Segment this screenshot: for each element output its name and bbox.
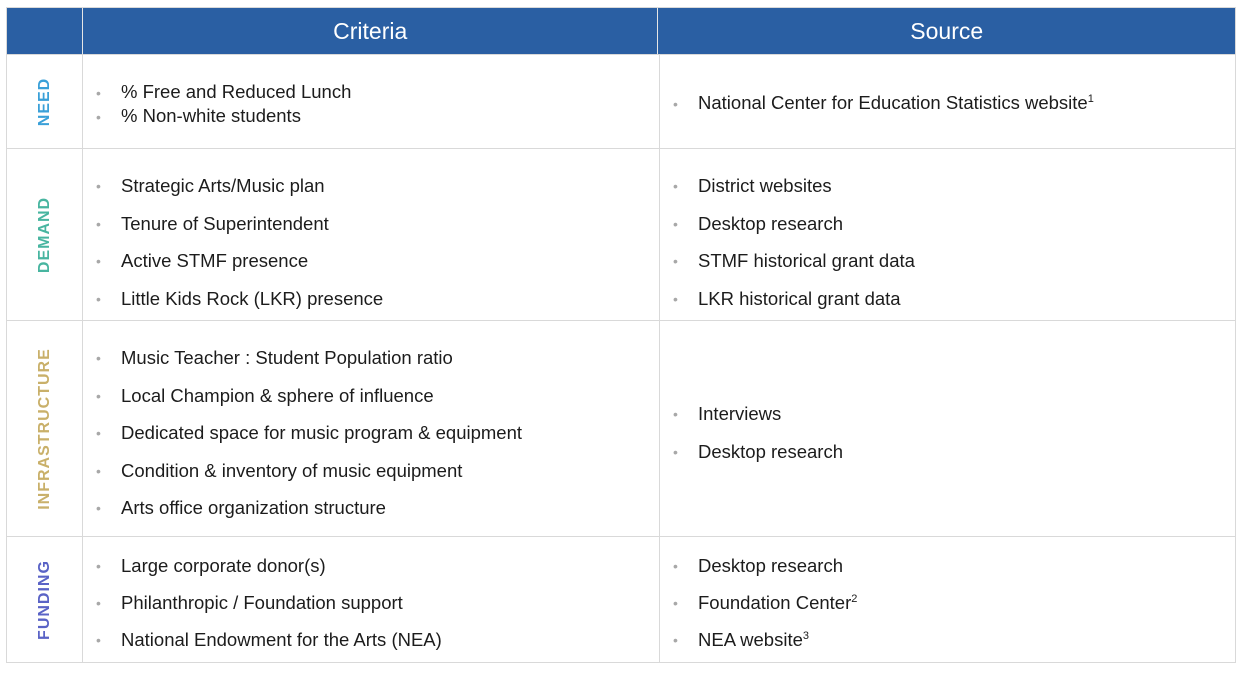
category-label-demand: DEMAND (35, 196, 53, 273)
criteria-item: • Active STMF presence (83, 242, 383, 280)
source-item: • Desktop research (660, 433, 843, 471)
criteria-item: • Large corporate donor(s) (83, 547, 442, 584)
criteria-item: • Music Teacher : Student Population ratio (83, 339, 522, 377)
criteria-item: • % Non-white students (83, 104, 351, 128)
criteria-item: • Local Champion & sphere of influence (83, 377, 522, 415)
source-text: NEA website (698, 629, 803, 650)
criteria-item: • Dedicated space for music program & equipment (83, 414, 522, 452)
criteria-item: • Philanthropic / Foundation support (83, 584, 442, 621)
criteria-source-table (6, 7, 1236, 663)
header-source: Source (910, 17, 984, 44)
source-item (660, 584, 857, 621)
category-cell (7, 149, 83, 320)
source-item (660, 91, 1094, 115)
footnote-marker: 2 (851, 593, 858, 605)
criteria-cell (83, 537, 660, 662)
source-text: National Center for Education Statistics website (698, 92, 1088, 113)
source-item: • Interviews (660, 395, 843, 433)
criteria-item: • % Free and Reduced Lunch (83, 80, 351, 104)
source-cell (660, 537, 1237, 662)
row-infrastructure (7, 320, 1235, 536)
category-label-need: NEED (35, 77, 53, 126)
header-criteria: Criteria (83, 8, 659, 54)
source-item: • Desktop research (660, 547, 857, 584)
row-funding (7, 536, 1235, 662)
source-item: • LKR historical grant data (660, 280, 915, 318)
source-cell (660, 149, 1237, 320)
criteria-item: • National Endowment for the Arts (NEA) (83, 621, 442, 658)
source-text: Foundation Center (698, 592, 852, 613)
criteria-item: • Little Kids Rock (LKR) presence (83, 280, 383, 318)
criteria-item: • Arts office organization structure (83, 489, 522, 527)
source-item: • District websites (660, 167, 915, 205)
footnote-marker: 3 (802, 630, 810, 642)
criteria-cell (83, 321, 660, 536)
criteria-cell (83, 149, 660, 320)
criteria-item: • Condition & inventory of music equipment (83, 452, 522, 490)
row-demand (7, 148, 1235, 320)
category-cell (7, 321, 83, 536)
source-item (660, 621, 857, 658)
source-item: • STMF historical grant data (660, 242, 915, 280)
category-label-funding: FUNDING (35, 559, 53, 640)
category-cell (7, 537, 83, 662)
category-label-infrastructure: INFRASTRUCTURE (35, 347, 53, 510)
source-cell (660, 321, 1237, 536)
header-blank-cell (7, 8, 83, 54)
table-header (7, 8, 1235, 54)
source-cell (660, 55, 1237, 148)
source-item: • Desktop research (660, 205, 915, 243)
category-cell (7, 55, 83, 148)
criteria-cell (83, 55, 660, 148)
row-need (7, 54, 1235, 148)
criteria-item: • Strategic Arts/Music plan (83, 167, 383, 205)
criteria-item: • Tenure of Superintendent (83, 205, 383, 243)
footnote-marker: 1 (1087, 93, 1094, 105)
